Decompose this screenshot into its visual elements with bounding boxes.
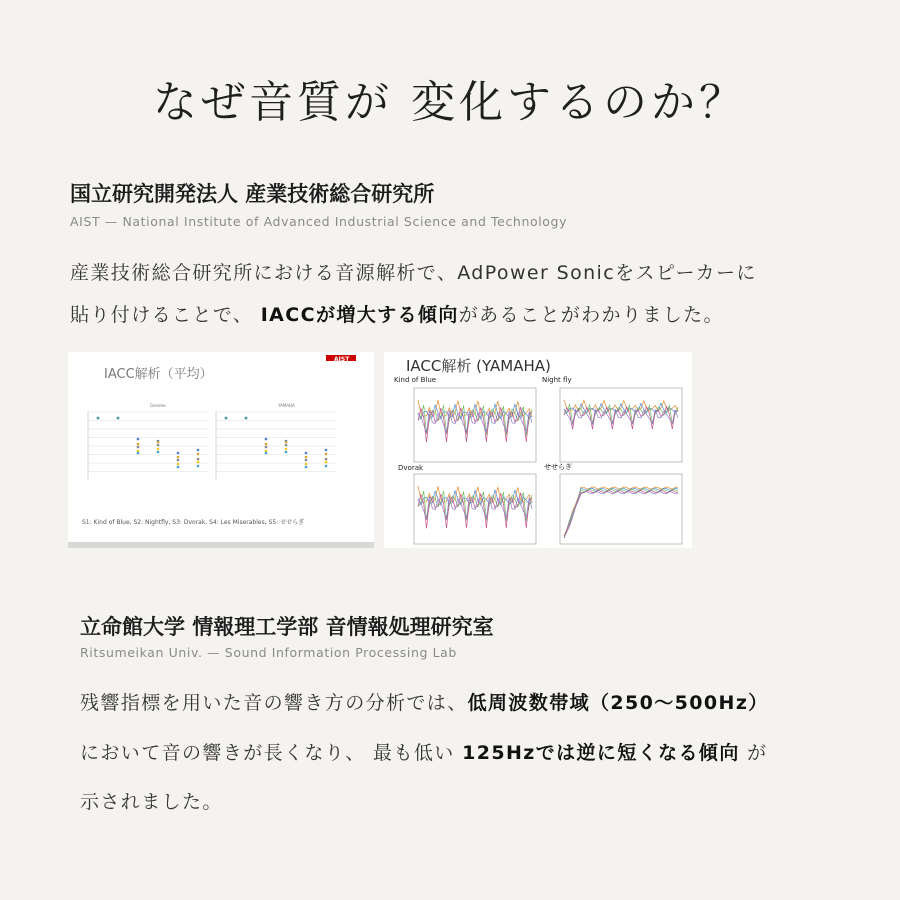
ritsumei-text-line2-post: が <box>739 742 768 764</box>
iacc-average-svg <box>68 352 374 548</box>
plot-label-kind-of-blue: Kind of Blue <box>394 376 437 384</box>
ritsumei-text-line3: 示されました。 <box>80 791 223 813</box>
ritsumei-text-line1-pre: 残響指標を用いた音の響き方の分析では、 <box>80 692 468 714</box>
chart2-dot <box>325 449 328 452</box>
aist-text-line2 <box>70 300 724 327</box>
chart1-dot <box>177 456 180 459</box>
page-title: なぜ音質が 変化するのか？ <box>153 77 747 128</box>
chart2-dot <box>305 459 308 462</box>
iacc-caption: S1: Kind of Blue, S2: Nightfly, S3: Dvorak, S4: Les Miserables, S5: せせらぎ <box>82 519 305 526</box>
chart1-dot <box>157 441 160 444</box>
iacc-yamaha-title: IACC解析 (YAMAHA) <box>406 357 551 375</box>
chart2-dot <box>285 448 288 451</box>
ritsumei-text-line1 <box>80 688 769 715</box>
chart2-dot <box>225 417 228 420</box>
aist-subtitle: AIST — National Institute of Advanced Industrial Science and Technology <box>70 214 568 229</box>
chart2-dot <box>285 451 288 454</box>
chart1-dot <box>177 463 180 466</box>
chart1-dot <box>157 444 160 447</box>
chart2-dot <box>325 458 328 461</box>
aist-heading: 国立研究開発法人 産業技術総合研究所 <box>70 182 435 206</box>
plot-label-night-fly: Night fly <box>542 376 572 384</box>
chart2-dot <box>305 456 308 459</box>
ritsumei-heading: 立命館大学 情報理工学部 音情報処理研究室 <box>80 615 494 639</box>
chart2-dot <box>265 438 268 441</box>
chart1-dot <box>197 453 200 456</box>
chart1-dot <box>177 452 180 455</box>
chart2-dot <box>265 446 268 449</box>
chart2-dot <box>305 452 308 455</box>
chart1-dot <box>197 461 200 464</box>
chart1-dot <box>197 458 200 461</box>
aist-logo-text: AIST <box>334 356 350 363</box>
chart2-dot <box>325 465 328 468</box>
chart2-dot <box>325 453 328 456</box>
chart2-dot <box>285 441 288 444</box>
chart1-dot <box>197 449 200 452</box>
chart2-dot <box>245 417 248 420</box>
aist-text-line2-post: があることがわかりました。 <box>458 304 724 326</box>
chart2-dot <box>265 452 268 455</box>
chart1-dot <box>137 438 140 441</box>
chart1-dot <box>97 417 100 420</box>
aist-text-line2-pre: 貼り付けることで、 <box>70 304 254 326</box>
chart1-dot <box>137 446 140 449</box>
aist-text-highlight: IACCが増大する傾向 <box>260 304 459 326</box>
plot-frame <box>560 388 682 462</box>
iacc-average-figure <box>68 352 374 548</box>
plot-label-seseragi: せせらぎ <box>544 463 572 471</box>
ritsumei-text-line2 <box>80 738 768 765</box>
chart2-dot <box>325 461 328 464</box>
chart1-label: Genelec <box>150 403 167 408</box>
aist-text-line1: 産業技術総合研究所における音源解析で、AdPower Sonicをスピーカーに <box>70 262 757 284</box>
chart1-dot <box>137 443 140 446</box>
iacc-yamaha-svg <box>384 352 692 548</box>
ritsumei-subtitle: Ritsumeikan Univ. — Sound Information Processing Lab <box>80 645 457 660</box>
chart2-grid <box>216 412 336 480</box>
iacc-average-title: IACC解析（平均） <box>104 367 213 382</box>
chart1-dot <box>177 466 180 469</box>
plot-frame <box>414 388 536 462</box>
iacc-yamaha-figure <box>384 352 692 548</box>
plot-frame <box>560 474 682 544</box>
ritsumei-text-highlight1: 低周波数帯域（250〜500Hz） <box>467 692 769 714</box>
chart2-dot <box>305 466 308 469</box>
chart2-dot <box>305 463 308 466</box>
chart2-dot <box>265 443 268 446</box>
plot-label-dvorak: Dvorak <box>398 464 424 472</box>
chart2-label: YAMAHA <box>278 403 295 408</box>
ritsumei-text-line2-pre: において音の響きが長くなり、 最も低い <box>80 742 463 764</box>
chart1-dot <box>117 417 120 420</box>
chart2-dot <box>285 444 288 447</box>
panel-footer-bar <box>68 542 374 548</box>
chart1-dot <box>137 452 140 455</box>
chart1-dot <box>157 451 160 454</box>
ritsumei-text-highlight2: 125Hzでは逆に短くなる傾向 <box>462 742 740 764</box>
chart1-dot <box>177 459 180 462</box>
chart1-dot <box>197 465 200 468</box>
chart1-grid <box>88 412 208 480</box>
chart1-dot <box>157 448 160 451</box>
